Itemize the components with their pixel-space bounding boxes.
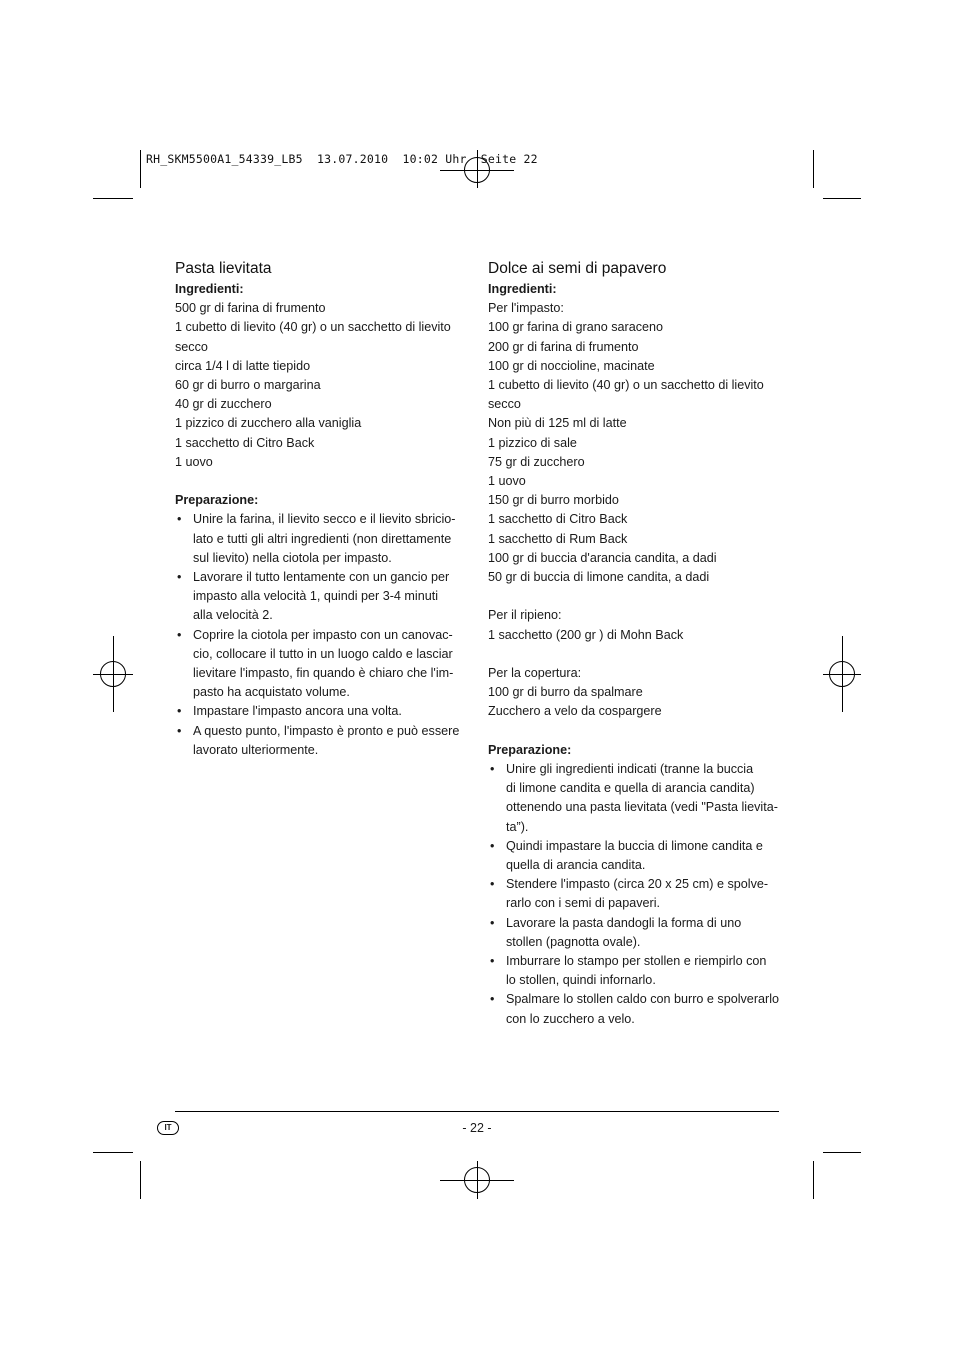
ingredient-item: secco xyxy=(175,339,208,354)
crop-mark xyxy=(813,1161,814,1199)
ingredient-item: 40 gr di zucchero xyxy=(175,397,272,412)
preparation-label: Preparazione: xyxy=(488,742,572,757)
preparation-label: Preparazione: xyxy=(175,493,259,508)
ingredient-item: 1 uovo xyxy=(488,474,526,489)
recipe-dolce-semi-papavero xyxy=(488,258,783,1029)
ingredient-item: 200 gr di farina di frumento xyxy=(488,339,639,354)
ingredients-impasto xyxy=(488,299,783,587)
ingredient-item: 60 gr di burro o margarina xyxy=(175,378,321,393)
page-number: - 22 - xyxy=(462,1121,492,1135)
ingredients-label: Ingredienti: xyxy=(488,282,557,296)
ingredient-item: Zucchero a velo da cospargere xyxy=(488,704,662,719)
registration-circle xyxy=(829,661,855,687)
crop-mark xyxy=(140,1161,141,1199)
language-badge: IT xyxy=(157,1121,179,1135)
ingredient-item: 1 pizzico di sale xyxy=(488,435,577,450)
ingredient-item: 1 uovo xyxy=(175,454,213,469)
ingredient-item: 100 gr di noccioline, macinate xyxy=(488,358,655,373)
ingredient-item: 500 gr di farina di frumento xyxy=(175,301,326,316)
step-item: • Spalmare lo stollen caldo con burro e spolverarlo con lo zucchero a velo. xyxy=(488,990,783,1028)
step-item: • Lavorare la pasta dandogli la forma di uno stollen (pagnotta ovale). xyxy=(488,914,783,952)
step-item: • Coprire la ciotola per impasto con un canovac- cio, collocare il tutto in un luogo caldo e lasciar lievitare l'impasto, fin quando è chiaro che l'im- pasto ha acquistato volume. xyxy=(175,626,465,703)
ingredient-item: 50 gr di buccia di limone candita, a dadi xyxy=(488,570,710,585)
ingredient-item: Per l'impasto: xyxy=(488,301,564,316)
ingredients-label: Ingredienti: xyxy=(175,282,244,296)
registration-circle xyxy=(100,661,126,687)
ingredient-item: circa 1/4 l di latte tiepido xyxy=(175,358,311,373)
ingredient-item: secco xyxy=(488,397,521,412)
crop-mark xyxy=(823,1152,861,1153)
print-slug: RH_SKM5500A1_54339_LB5 13.07.2010 10:02 Uhr Seite 22 xyxy=(146,152,538,166)
crop-mark xyxy=(813,150,814,188)
ingredient-item: 1 sacchetto di Citro Back xyxy=(488,512,628,527)
recipe-title: Dolce ai semi di papavero xyxy=(488,260,667,277)
ingredients-ripieno xyxy=(488,606,783,644)
ingredient-item: 1 sacchetto di Rum Back xyxy=(488,531,628,546)
recipe-title: Pasta lievitata xyxy=(175,260,272,277)
ingredient-item: 1 pizzico di zucchero alla vaniglia xyxy=(175,416,362,431)
step-item: • Stendere l'impasto (circa 20 x 25 cm) e spolve- rarlo con i semi di papaveri. xyxy=(488,875,783,913)
preparation-steps xyxy=(488,760,783,1029)
step-item: • Imburrare lo stampo per stollen e riempirlo con lo stollen, quindi infornarlo. xyxy=(488,952,783,990)
ingredient-item: 100 gr di burro da spalmare xyxy=(488,685,643,700)
ingredient-item: 150 gr di burro morbido xyxy=(488,493,619,508)
ingredient-item: 1 sacchetto (200 gr ) di Mohn Back xyxy=(488,627,684,642)
footer-divider xyxy=(175,1111,779,1112)
ingredient-item: 100 gr di buccia d'arancia candita, a dadi xyxy=(488,550,717,565)
step-item: • Unire gli ingredienti indicati (tranne la buccia di limone candita e quella di arancia candita) ottenendo una pasta lievitata (vedi "Pasta lievita- ta”). xyxy=(488,760,783,837)
ingredient-item: Non più di 125 ml di latte xyxy=(488,416,627,431)
crop-mark xyxy=(140,150,141,188)
ingredient-item: Per la copertura: xyxy=(488,666,582,681)
ingredients-copertura xyxy=(488,664,783,722)
recipe-pasta-lievitata xyxy=(175,258,465,760)
preparation-steps xyxy=(175,510,465,760)
crop-mark xyxy=(93,1152,133,1153)
ingredient-item: 1 cubetto di lievito (40 gr) o un sacchetto di lievito xyxy=(488,378,764,393)
crop-mark xyxy=(823,198,861,199)
ingredient-item: 100 gr farina di grano saraceno xyxy=(488,320,664,335)
registration-circle xyxy=(464,1167,490,1193)
step-item: • Impastare l'impasto ancora una volta. xyxy=(175,702,465,721)
ingredient-item: 75 gr di zucchero xyxy=(488,454,585,469)
step-item: • A questo punto, l'impasto è pronto e può essere lavorato ulteriormente. xyxy=(175,722,465,760)
ingredients-list xyxy=(175,299,465,472)
step-item: • Lavorare il tutto lentamente con un gancio per impasto alla velocità 1, quindi per 3-4 minuti alla velocità 2. xyxy=(175,568,465,626)
ingredient-item: 1 cubetto di lievito (40 gr) o un sacchetto di lievito xyxy=(175,320,451,335)
ingredient-item: 1 sacchetto di Citro Back xyxy=(175,435,315,450)
crop-mark xyxy=(93,198,133,199)
step-item: • Unire la farina, il lievito secco e il lievito sbricio- lato e tutti gli altri ingredienti (non direttamente sul lievito) nella ciotola per impasto. xyxy=(175,510,465,568)
ingredient-item: Per il ripieno: xyxy=(488,608,562,623)
step-item: • Quindi impastare la buccia di limone candita e quella di arancia candita. xyxy=(488,837,783,875)
